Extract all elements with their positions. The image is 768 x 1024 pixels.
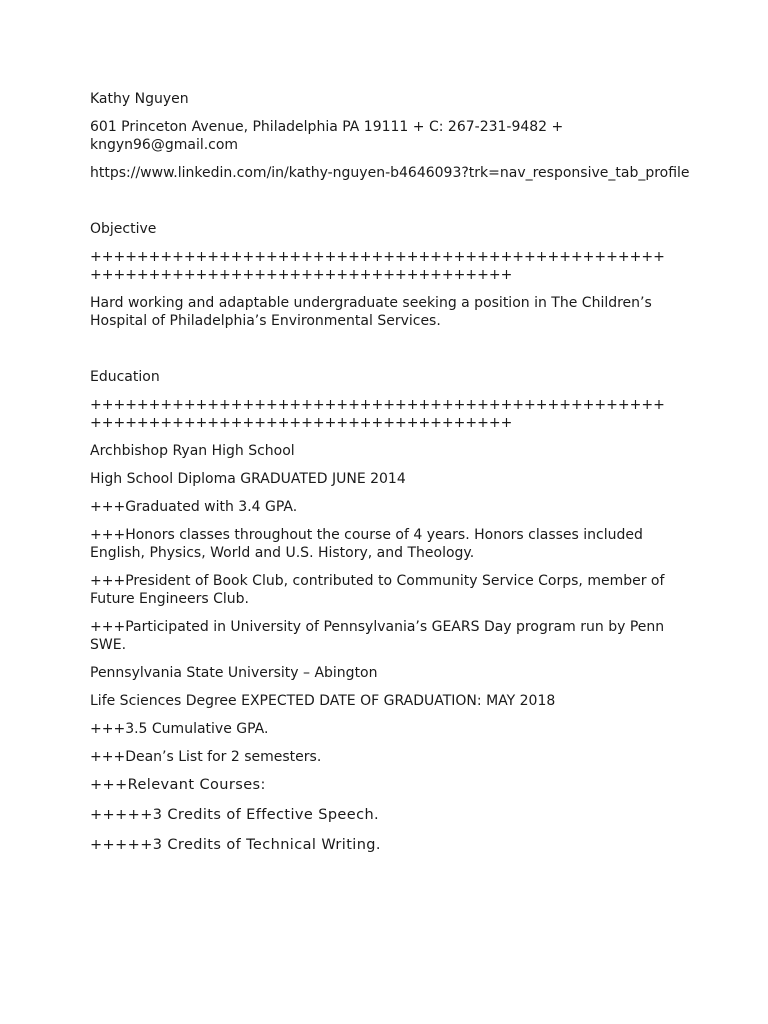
education-separator: +++++++++++++++++++++++++++++++++++++++++++++++++++++++++++++++++++++++++++++++++++++ [90,397,665,431]
course-item: +++++3 Credits of Technical Writing. [90,837,381,853]
list-item: +++Honors classes throughout the course of 4 years. Honors classes included English, Physics, World and U.S. History, and Theology. [90,527,643,561]
list-item: +++Dean’s List for 2 semesters. [90,749,322,765]
list-item: +++President of Book Club, contributed to Community Service Corps, member of Future Engineers Club. [90,573,665,607]
list-item: +++Relevant Courses: [90,777,266,793]
list-item: +++Participated in University of Pennsylvania’s GEARS Day program run by Penn SWE. [90,619,665,653]
applicant-name: Kathy Nguyen [90,91,189,107]
education-heading: Education [90,369,160,385]
objective-heading: Objective [90,221,157,237]
course-item: +++++3 Credits of Effective Speech. [90,807,380,823]
section-gap [90,340,690,368]
resume-page [90,90,690,866]
high-school-diploma: High School Diploma GRADUATED JUNE 2014 [90,471,406,487]
university-degree: Life Sciences Degree EXPECTED DATE OF GRADUATION: MAY 2018 [90,693,556,709]
list-item: +++Graduated with 3.4 GPA. [90,499,298,515]
university-name: Pennsylvania State University – Abington [90,665,378,681]
linkedin-url: https://www.linkedin.com/in/kathy-nguyen-b4646093?trk=nav_responsive_tab_profile [90,165,690,181]
section-gap [90,192,690,220]
objective-text: Hard working and adaptable undergraduate seeking a position in The Children’s Hospital of Philadelphia’s Environmental Services. [90,295,652,329]
objective-separator: +++++++++++++++++++++++++++++++++++++++++++++++++++++++++++++++++++++++++++++++++++++ [90,249,665,283]
contact-line: 601 Princeton Avenue, Philadelphia PA 19111 + C: 267-231-9482 + kngyn96@gmail.com [90,119,564,153]
list-item: +++3.5 Cumulative GPA. [90,721,269,737]
high-school-name: Archbishop Ryan High School [90,443,295,459]
